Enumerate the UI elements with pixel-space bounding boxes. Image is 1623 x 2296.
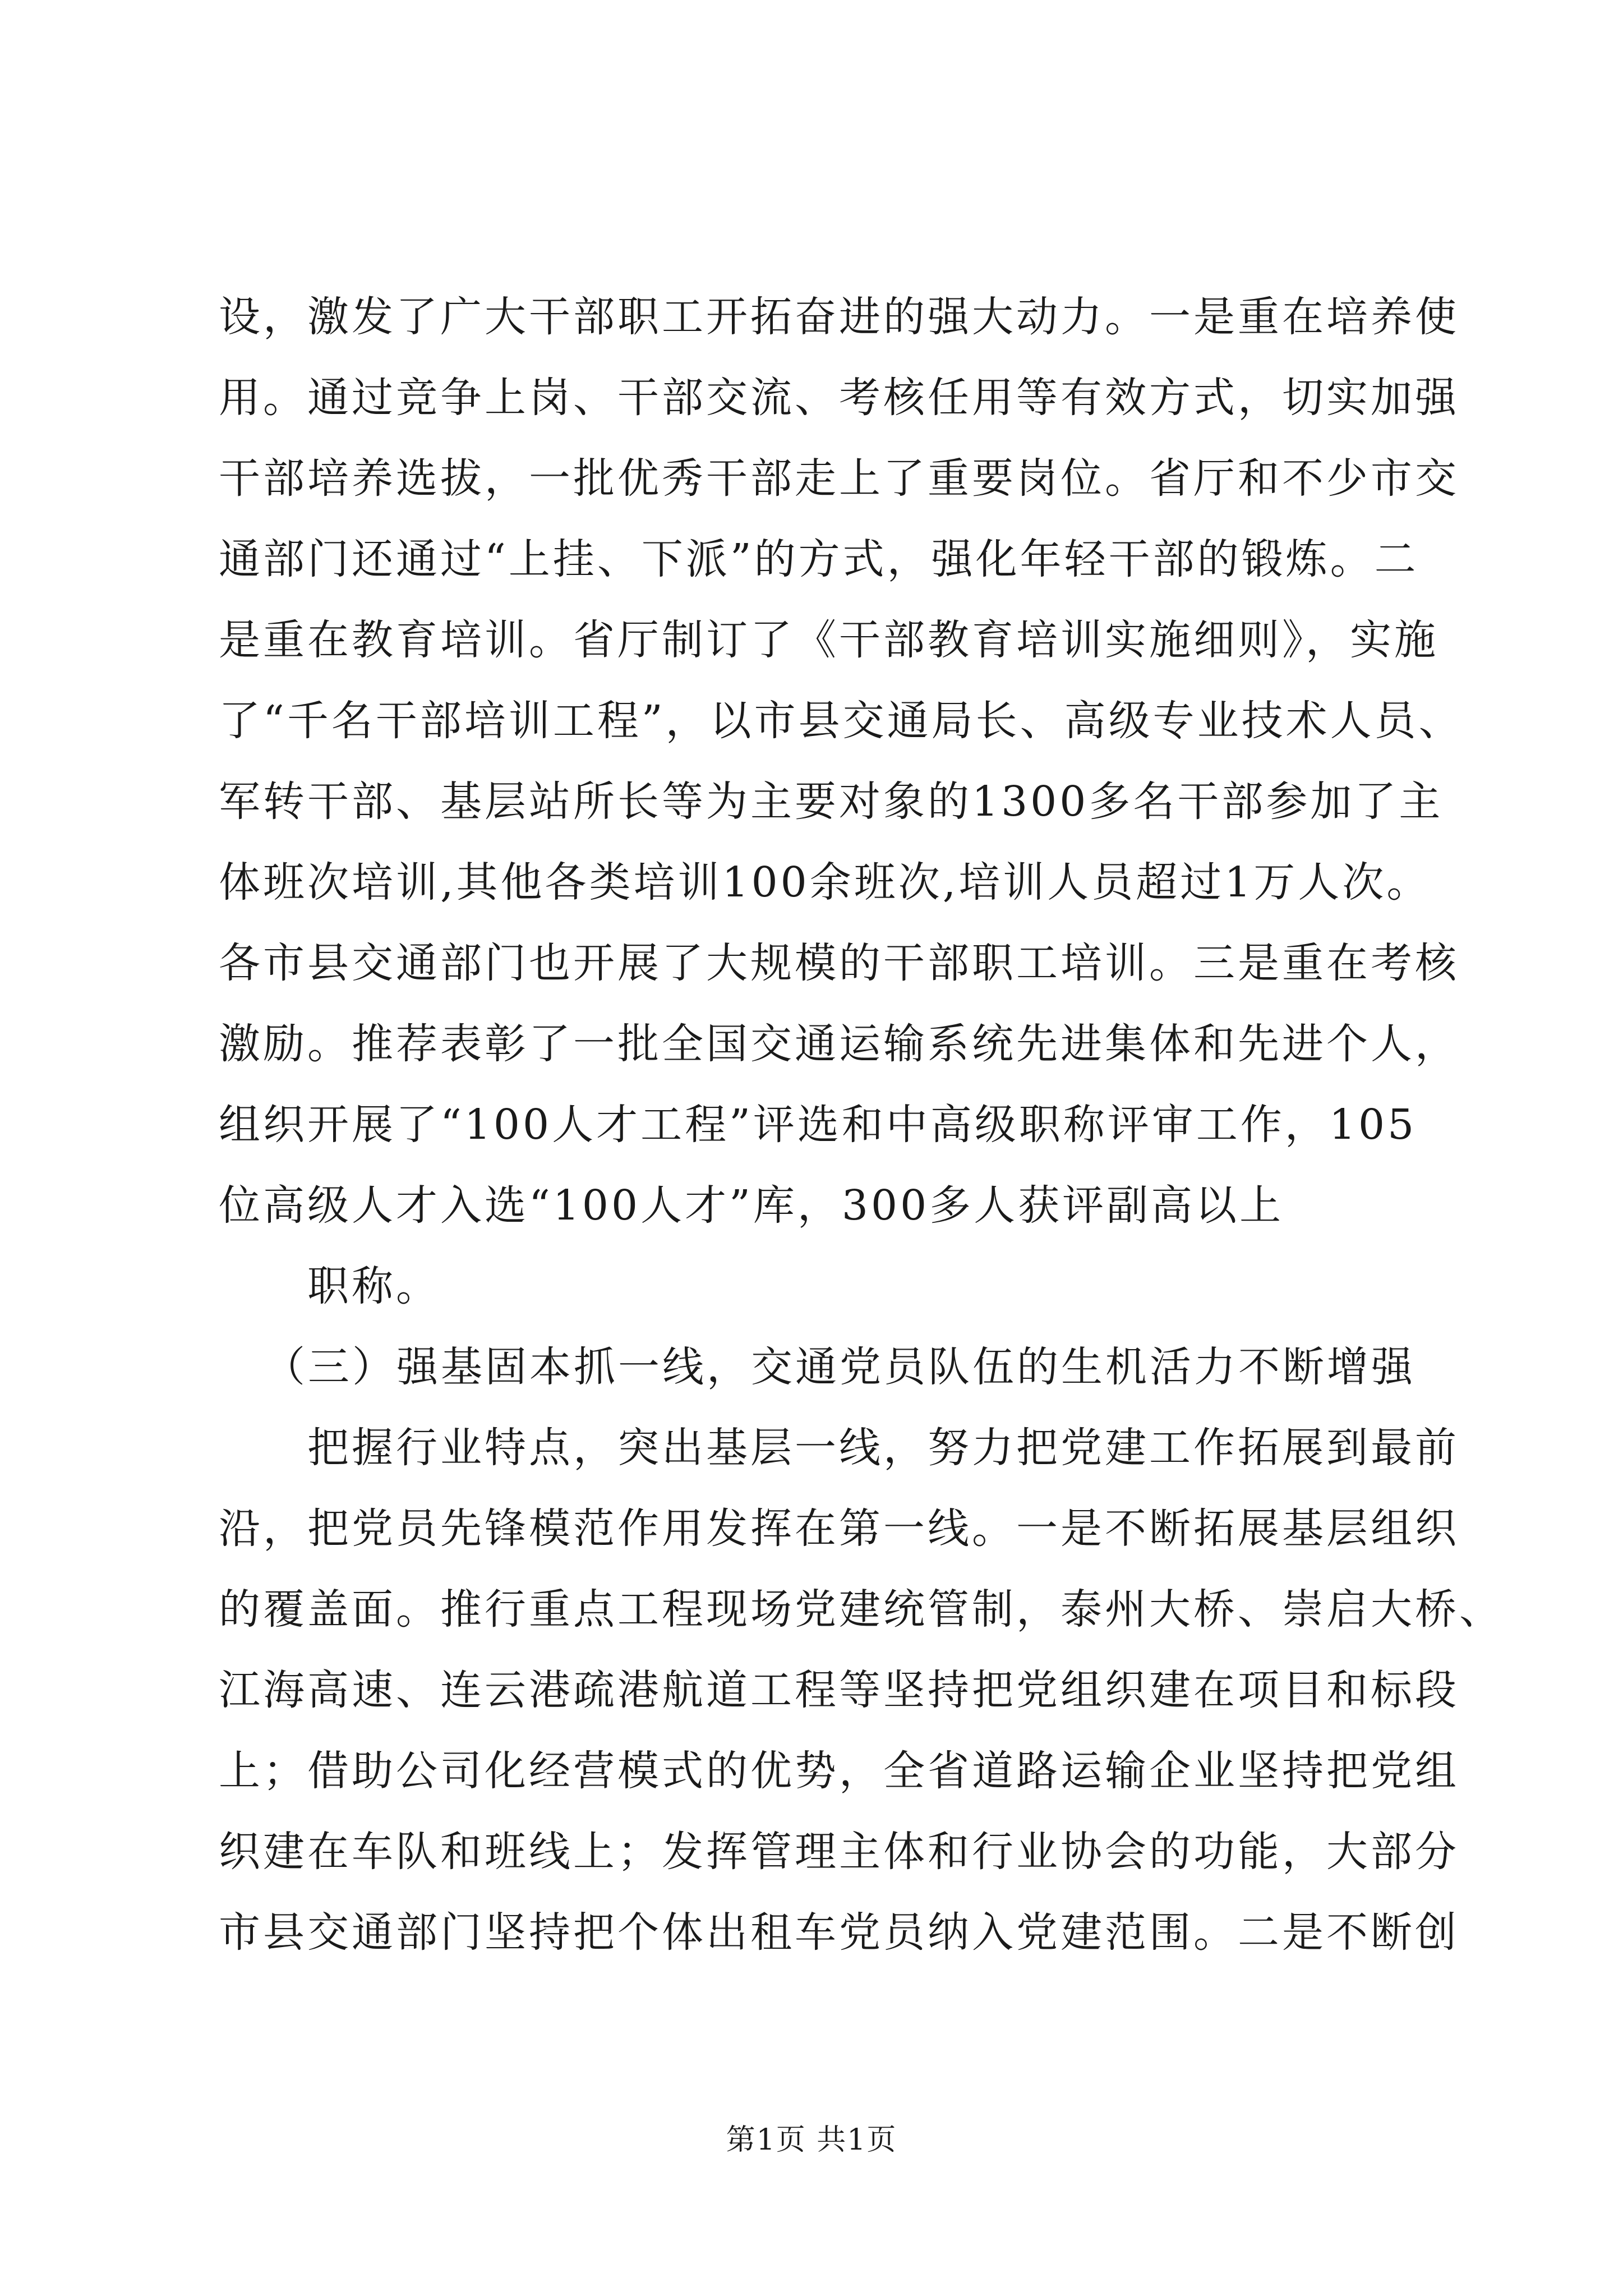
text-line: 是重在教育培训。省厅制订了《干部教育培训实施细则》，实施 bbox=[219, 616, 1438, 664]
text-line: 各市县交通部门也开展了大规模的干部职工培训。三是重在考核 bbox=[219, 939, 1459, 987]
text-line: 市县交通部门坚持把个体出租车党员纳入党建范围。二是不断创 bbox=[219, 1908, 1459, 1957]
text-line: 用。通过竞争上岗、干部交流、考核任用等有效方式，切实加强 bbox=[219, 374, 1459, 422]
text-line: 的覆盖面。推行重点工程现场党建统管制，泰州大桥、崇启大桥、 bbox=[219, 1585, 1504, 1634]
text-line: 激励。推荐表彰了一批全国交通运输系统先进集体和先进个人， bbox=[219, 1020, 1459, 1068]
text-line: 体班次培训,其他各类培训100余班次,培训人员超过1万人次。 bbox=[219, 858, 1431, 907]
text-line: 干部培养选拔，一批优秀干部走上了重要岗位。省厅和不少市交 bbox=[219, 454, 1459, 503]
text-line: 军转干部、基层站所长等为主要对象的1300多名干部参加了主 bbox=[219, 777, 1444, 826]
text-line: 通部门还通过“上挂、下派”的方式，强化年轻干部的锻炼。二 bbox=[219, 535, 1419, 583]
text-line: 组织开展了“100人才工程”评选和中高级职称评审工作，105 bbox=[219, 1101, 1417, 1149]
text-line: 了“千名干部培训工程”，以市县交通局长、高级专业技术人员、 bbox=[219, 697, 1463, 745]
text-line: 上；借助公司化经营模式的优势，全省道路运输企业坚持把党组 bbox=[219, 1747, 1459, 1795]
page-footer: 第1页 共1页 bbox=[726, 2123, 897, 2157]
text-line: 织建在车队和班线上；发挥管理主体和行业协会的功能，大部分 bbox=[219, 1828, 1459, 1876]
text-line: 位高级人才入选“100人才”库，300多人获评副高以上 bbox=[219, 1181, 1284, 1230]
text-line: 职称。 bbox=[307, 1262, 440, 1310]
text-line: 江海高速、连云港疏港航道工程等坚持把党组织建在项目和标段 bbox=[219, 1666, 1459, 1714]
text-line: 设，激发了广大干部职工开拓奋进的强大动力。一是重在培养使 bbox=[219, 293, 1459, 341]
text-line: 把握行业特点，突出基层一线，努力把党建工作拓展到最前 bbox=[307, 1424, 1459, 1472]
section-heading: （三）强基固本抓一线，交通党员队伍的生机活力不断增强 bbox=[264, 1343, 1415, 1391]
text-line: 沿，把党员先锋模范作用发挥在第一线。一是不断拓展基层组织 bbox=[219, 1504, 1459, 1553]
